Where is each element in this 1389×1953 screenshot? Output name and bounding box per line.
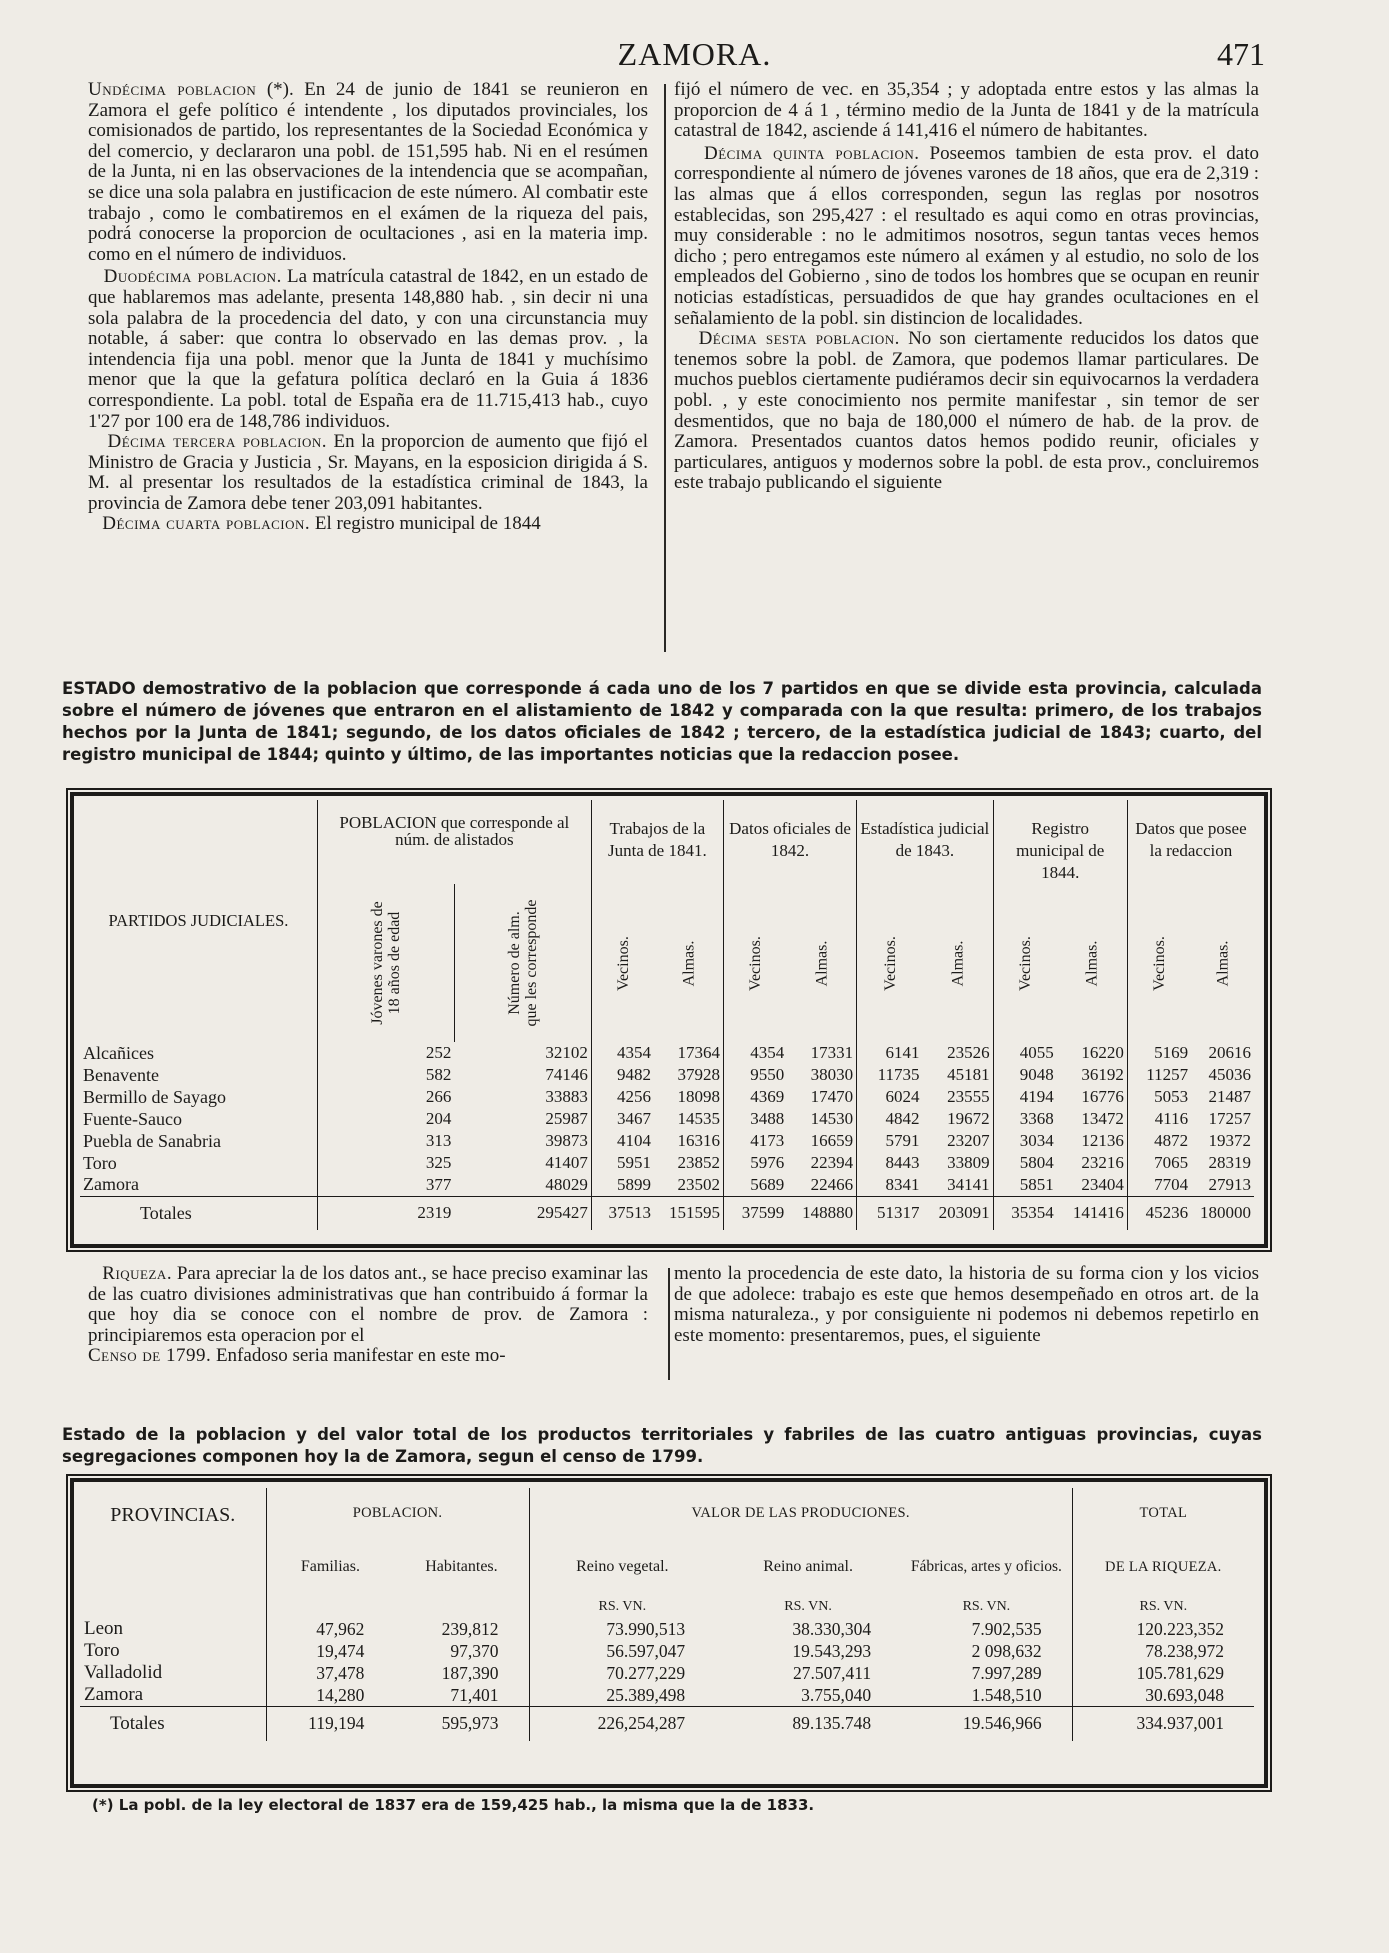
section-head: Décima cuarta poblacion. xyxy=(102,513,311,535)
table-cell: 38.330,304 xyxy=(792,1618,872,1639)
vertical-subheader: Vecinos. xyxy=(747,935,765,991)
riqueza-right-column xyxy=(674,1264,1259,1346)
unit-label: RS. VN. xyxy=(529,1596,715,1618)
province-name: Toro xyxy=(84,1640,120,1661)
table-cell: 47,962 xyxy=(266,1618,394,1640)
table-cell: 105.781,629 xyxy=(1072,1662,1254,1684)
table-cell: 33809 xyxy=(947,1153,990,1172)
table-cell: 21487 xyxy=(1208,1087,1251,1106)
table-cell: 9048 xyxy=(993,1064,1057,1086)
table-cell: 239,812 xyxy=(441,1618,499,1639)
table-cell: 16220 xyxy=(1081,1043,1124,1062)
page-title: ZAMORA. xyxy=(617,36,772,72)
table2-body xyxy=(80,1618,1254,1741)
table-cell: 377 xyxy=(317,1174,454,1196)
table-cell: 14,280 xyxy=(266,1684,394,1707)
total-cell: 119,194 xyxy=(266,1707,394,1741)
total-cell: 151595 xyxy=(668,1203,720,1223)
censo-1799-table xyxy=(80,1488,1254,1741)
total-header: TOTAL xyxy=(1072,1488,1254,1538)
group-header: Registro municipal de 1844. xyxy=(993,800,1127,884)
province-name: Valladolid xyxy=(84,1662,163,1683)
table-cell: 19,474 xyxy=(266,1640,394,1662)
row-header: PARTIDOS JUDICIALES. xyxy=(108,911,289,930)
table-cell: 38030 xyxy=(810,1065,854,1084)
table-cell: 313 xyxy=(317,1130,454,1152)
table-row xyxy=(80,1064,1254,1086)
table-cell: 17470 xyxy=(810,1087,854,1106)
table-cell: 7.997,289 xyxy=(971,1662,1042,1683)
table-cell: 22466 xyxy=(810,1174,854,1194)
group-header: POBLACION que corresponde al núm. de alistados xyxy=(317,800,591,884)
table-cell: 120.223,352 xyxy=(1072,1618,1254,1640)
table-cell: 3488 xyxy=(723,1108,787,1130)
table2-caption: Estado de la poblacion y del valor total de los productos territoriales y fabriles de las cuatro antiguas provincias, cuyas segregaciones componen hoy la de Zamora, segun el censo de 1799. xyxy=(62,1425,1262,1466)
partido-name: Puebla de Sanabria xyxy=(83,1130,221,1151)
table-cell: 45181 xyxy=(947,1065,990,1084)
totals-row xyxy=(80,1196,1254,1230)
table-row xyxy=(80,1662,1254,1684)
section-head: Décima quinta poblacion. xyxy=(704,142,920,164)
table-cell: 73.990,513 xyxy=(529,1618,715,1640)
table-cell: 33883 xyxy=(545,1087,588,1106)
group-header: Datos oficiales de 1842. xyxy=(723,800,856,884)
province-name: Leon xyxy=(84,1618,124,1639)
table-cell: 17257 xyxy=(1208,1109,1251,1128)
table-cell: 7.902,535 xyxy=(971,1618,1042,1639)
table-cell: 11735 xyxy=(857,1064,923,1086)
population-table xyxy=(80,800,1254,1230)
table-cell: 4194 xyxy=(993,1086,1057,1108)
table-cell: 36192 xyxy=(1081,1065,1124,1084)
table1-body xyxy=(80,1042,1254,1230)
table-cell: 4116 xyxy=(1127,1108,1191,1130)
poblacion-header: POBLACION. xyxy=(266,1488,529,1538)
table-cell: 4104 xyxy=(591,1130,654,1152)
total-cell: 203091 xyxy=(938,1203,990,1223)
table-cell: 5053 xyxy=(1127,1086,1191,1108)
table-row xyxy=(80,1108,1254,1130)
table-cell: 14535 xyxy=(677,1109,720,1128)
table-cell: 3467 xyxy=(591,1108,654,1130)
province-name: Zamora xyxy=(84,1684,144,1705)
table-cell: 4354 xyxy=(591,1042,654,1064)
table-cell: 32102 xyxy=(545,1043,588,1062)
table-row xyxy=(80,1042,1254,1064)
table-cell: 5804 xyxy=(993,1152,1057,1174)
table-cell: 5899 xyxy=(591,1174,654,1196)
vertical-subheader: Almas. xyxy=(813,940,831,986)
table-cell: 2 098,632 xyxy=(971,1640,1042,1661)
table-cell: 4256 xyxy=(591,1086,654,1108)
total-cell: 37513 xyxy=(591,1196,654,1230)
total-cell: 89.135.748 xyxy=(792,1713,872,1734)
table-cell: 9482 xyxy=(591,1064,654,1086)
vertical-subheader: Almas. xyxy=(949,940,967,986)
left-text-column xyxy=(88,80,648,535)
section-head: Censo de 1799. xyxy=(88,1345,212,1367)
paragraph-decima-tercera: Décima tercera poblacion. En la proporcion de aumento que fijó el Ministro de Gracia y Justicia , Sr. Mayans, en la esposicion dirigida á S. M. al presentar los resultados de la estadística criminal de 1843, la provincia de Zamora debe tener 203,091 habitantes. xyxy=(88,431,649,514)
section-head: Undécima poblacion xyxy=(88,79,257,100)
table-cell: 25.389,498 xyxy=(529,1684,715,1707)
paragraph-decima-cuarta: Décima cuarta poblacion. El registro municipal de 1844 xyxy=(102,513,541,535)
table-cell: 204 xyxy=(317,1108,454,1130)
table-cell: 5689 xyxy=(723,1174,787,1196)
valor-header: VALOR DE LAS PRODUCIONES. xyxy=(529,1488,1072,1538)
paragraph-decima-quinta: Décima quinta poblacion. Poseemos tambien de esta prov. el dato correspondiente al número de jóvenes varones de 18 años, que era de 2,319 : las almas que á ellos corresponden, segun las reglas por nosotros establecidas, son 295,427 : el resultado es aqui como en otras provincias, muy considerable : no le admitimos nosotros, segun tantas veces hemos dicho ; pero entregamos este número al exámen y al estudio, no solo de los empleados del Gobierno , sino de todos los hombres que se ocupan en reunir noticias estadísticas, persuadidos de que hay grandes ocultaciones en el señalamiento de la pobl. sin distincion de localidades. xyxy=(674,142,1259,329)
unit-label: RS. VN. xyxy=(784,1599,832,1614)
table-cell: 6141 xyxy=(857,1042,923,1064)
paragraph-undecima: Undécima poblacion (*). En 24 de junio de 1841 se reunieron en Zamora el gefe político é intendente , los diputados provinciales, los comisionados de partido, los representantes de la Sociedad Económica y del comercio, y declararon una pobl. de 151,595 hab. Ni en el resúmen de la Junta, ni en las observaciones de la intendencia que se acompañan, se dice una sola palabra en justificacion de este número. Al combatir este trabajo , como le combatiremos en el exámen de la riqueza del pais, podrá conocerse la proporcion de ocultaciones , asi en la materia imp. como en el número de individuos. xyxy=(88,79,649,265)
table-cell: 5169 xyxy=(1127,1042,1191,1064)
table-cell: 23404 xyxy=(1081,1174,1124,1194)
table-cell: 187,390 xyxy=(441,1662,499,1683)
riqueza-header: DE LA RIQUEZA. xyxy=(1072,1538,1254,1596)
table-cell: 22394 xyxy=(810,1153,854,1172)
total-cell: 148880 xyxy=(802,1203,854,1223)
table-cell: 19672 xyxy=(947,1109,990,1128)
table-cell: 30.693,048 xyxy=(1072,1684,1254,1707)
partido-name: Zamora xyxy=(83,1174,139,1195)
table-cell: 23216 xyxy=(1081,1153,1124,1172)
table-row xyxy=(80,1174,1254,1196)
table-cell: 266 xyxy=(317,1086,454,1108)
table-cell: 78.238,972 xyxy=(1072,1640,1254,1662)
table-row xyxy=(80,1640,1254,1662)
table-cell: 8443 xyxy=(857,1152,923,1174)
table-cell: 4842 xyxy=(857,1108,923,1130)
table-cell: 23852 xyxy=(677,1153,720,1172)
section-head: Riqueza. xyxy=(102,1263,173,1284)
table-cell: 23502 xyxy=(677,1174,720,1194)
total-cell: 226,254,287 xyxy=(529,1707,715,1741)
table-cell: 4055 xyxy=(993,1042,1057,1064)
paragraph-riqueza: Riqueza. Para apreciar la de los datos ant., se hace preciso examinar las de las cuatro divisiones administrativas que han contribuido á formar la que hoy dia se conoce con el nombre de prov. de Zamora : principiaremos esta operacion por el xyxy=(88,1263,648,1346)
table-cell: 4872 xyxy=(1127,1130,1191,1152)
table-cell: 71,401 xyxy=(450,1684,499,1705)
table-cell: 13472 xyxy=(1081,1109,1124,1128)
table-cell: 6024 xyxy=(857,1086,923,1108)
paragraph-duodecima: Duodécima poblacion. La matrícula catastral de 1842, en un estado de que hablaremos mas adelante, presenta 148,880 hab. , sin decir ni una sola palabra de la procedencia del dato, y con una circunstancia muy notable, á saber: que contra lo observado en las demas prov. , la intendencia fija una pobl. menor que la Junta de 1841 y muchísimo menor que la que la gefatura política declaró en la Guia á 1836 correspondiente. La pobl. total de España era de 11.715,413 hab., cuyo 1'27 por 100 era de 148,786 individuos. xyxy=(88,266,648,432)
table-cell: 41407 xyxy=(545,1153,588,1172)
paragraph-censo: Censo de 1799. Enfadoso seria manifestar en este mo- xyxy=(88,1345,506,1367)
table-cell: 19.543,293 xyxy=(792,1640,872,1661)
group-header: Estadística judicial de 1843. xyxy=(857,800,993,884)
vertical-subheader: Almas. xyxy=(1214,940,1232,986)
total-cell: 295427 xyxy=(536,1203,588,1223)
running-head xyxy=(0,36,1389,76)
group-header: Datos que posee la redaccion xyxy=(1127,800,1254,884)
vertical-subheader: Vecinos. xyxy=(1016,935,1034,991)
total-cell: 19.546,966 xyxy=(962,1713,1042,1734)
table-cell: 16659 xyxy=(810,1131,854,1150)
table-cell: 8341 xyxy=(857,1174,923,1196)
table-cell: 5791 xyxy=(857,1130,923,1152)
partido-name: Benavente xyxy=(83,1064,159,1085)
table-cell: 27913 xyxy=(1208,1174,1251,1194)
table-cell: 1.548,510 xyxy=(971,1684,1042,1705)
table-cell: 5976 xyxy=(723,1152,787,1174)
table-row xyxy=(80,1152,1254,1174)
table-cell: 25987 xyxy=(545,1109,588,1128)
vertical-subheader: Almas. xyxy=(679,940,697,986)
partido-name: Toro xyxy=(83,1152,117,1173)
total-cell: 180000 xyxy=(1200,1203,1251,1223)
table-cell: 70.277,229 xyxy=(529,1662,715,1684)
table-cell: 56.597,047 xyxy=(529,1640,715,1662)
table-cell: 325 xyxy=(317,1152,454,1174)
partido-name: Fuente-Sauco xyxy=(83,1108,182,1129)
column-rule xyxy=(664,84,666,652)
partido-name: Bermillo de Sayago xyxy=(83,1086,226,1107)
familias-header: Familias. xyxy=(266,1538,394,1596)
totals-label: Totales xyxy=(110,1712,165,1734)
vertical-subheader: Vecinos. xyxy=(614,935,632,991)
vertical-subheader: Vecinos. xyxy=(1150,935,1168,991)
total-cell: 37599 xyxy=(723,1196,787,1230)
section-head: Duodécima poblacion. xyxy=(103,266,282,288)
total-cell: 595,973 xyxy=(441,1713,499,1734)
table-cell: 7704 xyxy=(1127,1174,1191,1196)
table-cell: 3034 xyxy=(993,1130,1057,1152)
riqueza-left-column xyxy=(88,1264,648,1367)
table-cell: 7065 xyxy=(1127,1152,1191,1174)
table-row xyxy=(80,1684,1254,1707)
unit-label: RS. VN. xyxy=(1072,1596,1254,1618)
totals-row xyxy=(80,1707,1254,1741)
table-row xyxy=(80,1086,1254,1108)
table-cell: 19372 xyxy=(1208,1131,1251,1150)
table-cell: 37928 xyxy=(677,1065,720,1084)
table-cell: 20616 xyxy=(1208,1043,1251,1062)
table-cell: 16776 xyxy=(1081,1087,1124,1106)
unit-label: RS. VN. xyxy=(962,1599,1011,1614)
totals-label: Totales xyxy=(140,1202,192,1223)
table-cell: 74146 xyxy=(545,1065,588,1084)
total-cell: 35354 xyxy=(993,1196,1057,1230)
table-cell: 39873 xyxy=(545,1131,588,1150)
total-cell: 141416 xyxy=(1072,1203,1124,1223)
table-cell: 23555 xyxy=(947,1087,990,1106)
table-cell: 11257 xyxy=(1127,1064,1191,1086)
table-row xyxy=(80,1130,1254,1152)
table-cell: 45036 xyxy=(1208,1065,1251,1084)
table-cell: 5951 xyxy=(591,1152,654,1174)
table-cell: 37,478 xyxy=(266,1662,394,1684)
total-cell: 334.937,001 xyxy=(1072,1707,1254,1741)
vertical-subheader: Almas. xyxy=(1083,940,1101,986)
total-cell: 2319 xyxy=(317,1196,454,1230)
vertical-subheader: Número de alm. que les corresponde xyxy=(505,899,540,1027)
animal-header: Reino animal. xyxy=(763,1558,853,1575)
table-cell: 4369 xyxy=(723,1086,787,1108)
table-cell: 582 xyxy=(317,1064,454,1086)
table-cell: 27.507,411 xyxy=(793,1662,872,1683)
footnote: (*) La pobl. de la ley electoral de 1837 era de 159,425 hab., la misma que la de 1833. xyxy=(92,1796,815,1814)
vertical-subheader: Jóvenes varones de 18 años de edad xyxy=(368,901,403,1025)
table-cell: 14530 xyxy=(810,1109,854,1128)
provincias-header: PROVINCIAS. xyxy=(110,1504,236,1526)
table-cell: 12136 xyxy=(1081,1131,1124,1150)
habitantes-header: Habitantes. xyxy=(425,1558,498,1575)
paragraph-continuation: mento la procedencia de este dato, la historia de su forma cion y los vicios de que adolece: trabajo es este que hemos desempeñado en otros art. de la misma naturaleza., y por consiguiente ni podemos ni debemos repetirlo en este momento: presentaremos, pues, el siguiente xyxy=(674,1263,1259,1346)
table-cell: 3368 xyxy=(993,1108,1057,1130)
table-cell: 18098 xyxy=(677,1087,720,1106)
table-cell: 23526 xyxy=(947,1043,990,1062)
table-cell: 17364 xyxy=(677,1043,720,1062)
table-cell: 3.755,040 xyxy=(801,1684,872,1705)
section-head: Décima tercera poblacion. xyxy=(107,431,327,453)
table-row xyxy=(80,1618,1254,1640)
right-text-column xyxy=(674,80,1259,494)
table-cell: 9550 xyxy=(723,1064,787,1086)
page-number: 471 xyxy=(1217,36,1265,72)
paragraph-decima-sesta: Décima sesta poblacion. No son ciertamente reducidos los datos que tenemos sobre la pobl. de Zamora, que podemos llamar particulares. De muchos pueblos ciertamente pudiéramos decir sin equivocarnos la verdadera pobl. , y este conocimiento nos permite manifestar , sin temor de ser desmentidos, que no baja de 180,000 el número de hab. de la prov. de Zamora. Presentados cuantos datos hemos podido reunir, oficiales y particulares, antiguos y modernos sobre la pobl. de esta prov., concluiremos este trabajo publicando el siguiente xyxy=(674,328,1259,494)
table-cell: 23207 xyxy=(947,1131,990,1150)
table-cell: 4173 xyxy=(723,1130,787,1152)
vegetal-header: Reino vegetal. xyxy=(529,1538,715,1596)
table-cell: 48029 xyxy=(545,1174,588,1194)
fabricas-header: Fábricas, artes y oficios. xyxy=(910,1558,1062,1575)
table-cell: 97,370 xyxy=(450,1640,499,1661)
paragraph-continuation: fijó el número de vec. en 35,354 ; y adoptada entre estos y las almas la proporcion de 4 á 1 , término medio de la Junta de 1841 y de la matrícula catastral de 1842, asciende á 141,416 el número de habitantes. xyxy=(674,79,1259,142)
partido-name: Alcañices xyxy=(83,1042,154,1063)
total-cell: 45236 xyxy=(1127,1196,1191,1230)
table-cell: 4354 xyxy=(723,1042,787,1064)
group-header: Trabajos de la Junta de 1841. xyxy=(591,800,723,884)
section-head: Décima sesta poblacion. xyxy=(698,328,900,350)
table-cell: 28319 xyxy=(1208,1153,1251,1172)
table-cell: 5851 xyxy=(993,1174,1057,1196)
table-cell: 16316 xyxy=(677,1131,720,1150)
vertical-subheader: Vecinos. xyxy=(881,935,899,991)
table-cell: 34141 xyxy=(947,1174,990,1194)
total-cell: 51317 xyxy=(857,1196,923,1230)
table1-caption: ESTADO demostrativo de la poblacion que corresponde á cada uno de los 7 partidos en que se divide esta provincia, calculada sobre el número de jóvenes que entraron en el alistamiento de 1842 y comparada con la que resulta: primero, de los trabajos hechos por la Junta de 1841; segundo, de los datos oficiales de 1842 ; tercero, de la estadística judicial de 1843; cuarto, del registro municipal de 1844; quinto y último, de las importantes noticias que la redaccion posee. xyxy=(62,679,1262,764)
column-rule xyxy=(668,1268,670,1380)
table-cell: 17331 xyxy=(810,1043,854,1062)
table-cell: 252 xyxy=(317,1042,454,1064)
